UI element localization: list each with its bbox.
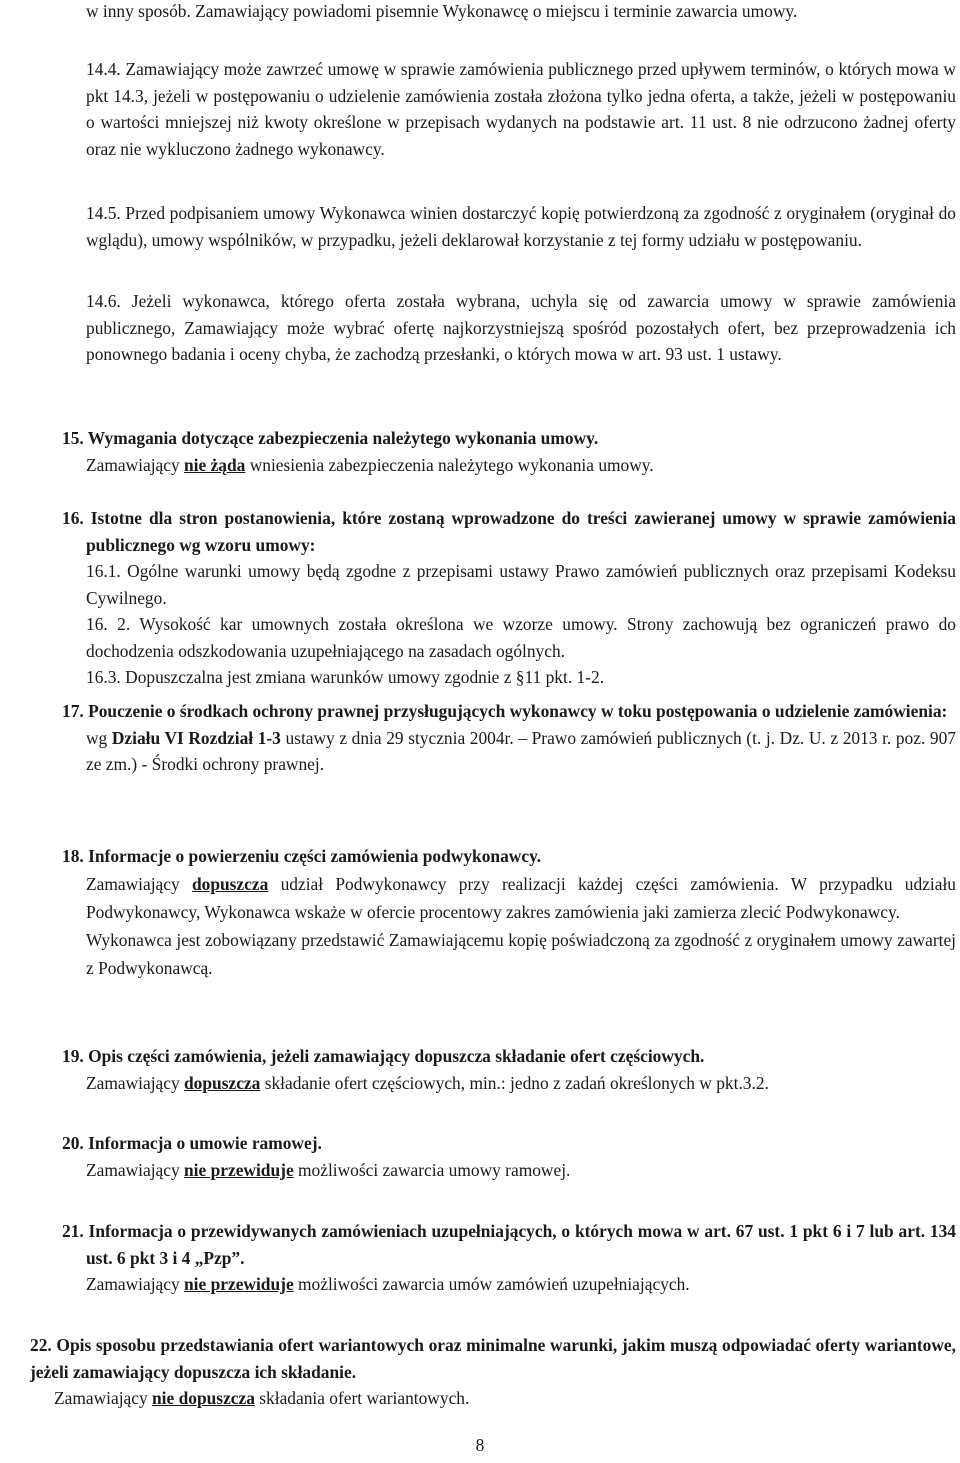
section-22-heading: 22. Opis sposobu przedstawiania ofert wariantowych oraz minimalne warunki, jakim muszą odpowiadać oferty wariantowe, jeżeli zamawiający dopuszcza ich składanie. [30, 1335, 956, 1382]
section-22 [30, 1332, 956, 1412]
section-18-body-1: Zamawiający dopuszcza udział Podwykonawcy przy realizacji każdej części zamówienia. W przypadku udziału Podwykonawcy, Wykonawca wskaże w ofercie procentowy zakres zamówienia jaki zamierza zlecić Podwykonawcy. [86, 873, 956, 922]
section-20-heading: 20. Informacja o umowie ramowej. [62, 1133, 322, 1153]
section-18-heading: 18. Informacje o powierzeniu części zamówienia podwykonawcy. [62, 846, 542, 866]
emphasis-dzial-vi: Działu VI Rozdział 1-3 [111, 727, 281, 748]
section-20-body: Zamawiający nie przewiduje możliwości zawarcia umowy ramowej. [86, 1159, 571, 1180]
section-19-body: Zamawiający dopuszcza składanie ofert częściowych, min.: jedno z zadań określonych w pkt.3.2. [86, 1072, 769, 1093]
paragraph-14-4 [86, 56, 956, 162]
emphasis-dopuszcza: dopuszcza [191, 873, 269, 894]
section-15-body: Zamawiający nie żąda wniesienia zabezpieczenia należytego wykonania umowy. [86, 454, 654, 475]
section-17 [62, 698, 956, 778]
paragraph-16-2: 16. 2. Wysokość kar umownych została określona we wzorze umowy. Strony zachowują bez ograniczeń prawo do dochodzenia odszkodowania uzupełniającego na zasadach ogólnych. [86, 614, 956, 661]
section-18-body-2: Wykonawca jest zobowiązany przedstawić Zamawiającemu kopię poświadczoną za zgodność z oryginałem umowy zawartej z Podwykonawcą. [86, 929, 956, 978]
text-span: 14.4. Zamawiający może zawrzeć umowę w sprawie zamówienia publicznego przed upływem terminów, o których mowa w pkt 14.3, jeżeli w postępowaniu o udzielenie zamówienia została złożona tylko jedna oferta, a także, jeżeli w postępowaniu o wartości mniejszej niż kwoty określone w przepisach wydanych na podstawie art. 11 ust. 8 nie odrzucono żadnej oferty oraz nie wykluczono żadnego wykonawcy. [86, 59, 956, 159]
emphasis-dopuszcza: dopuszcza [184, 1072, 261, 1093]
emphasis-nie-zada: nie żąda [184, 454, 246, 475]
page-number: 8 [475, 1435, 485, 1455]
emphasis-nie-dopuszcza: nie dopuszcza [152, 1388, 255, 1408]
section-17-body: wg Działu VI Rozdział 1-3 ustawy z dnia 29 stycznia 2004r. – Prawo zamówień publicznych (t. j. Dz. U. z 2013 r. poz. 907 ze zm.) - Środki ochrony prawnej. [86, 727, 956, 774]
paragraph-14-6 [86, 288, 956, 368]
paragraph-16-1: 16.1. Ogólne warunki umowy będą zgodne z przepisami ustawy Prawo zamówień publicznych oraz przepisami Kodeksu Cywilnego. [86, 561, 956, 608]
section-17-heading: 17. Pouczenie o środkach ochrony prawnej przysługujących wykonawcy w toku postępowania o udzielenie zamówienia: [62, 701, 948, 721]
section-15 [62, 425, 956, 478]
section-21 [62, 1218, 956, 1298]
emphasis-nie-przewiduje: nie przewiduje [184, 1159, 294, 1180]
text-span: w inny sposób. Zamawiający powiadomi pisemnie Wykonawcę o miejscu i terminie zawarcia umowy. [86, 1, 798, 21]
text-span: 14.6. Jeżeli wykonawca, którego oferta została wybrana, uchyla się od zawarcia umowy w sprawie zamówienia publicznego, Zamawiający może wybrać ofertę najkorzystniejszą spośród pozostałych ofert, bez przeprowadzenia ich ponownego badania i oceny chyba, że zachodzą przesłanki, o których mowa w art. 93 ust. 1 ustawy. [86, 291, 956, 364]
section-15-heading: 15. Wymagania dotyczące zabezpieczenia należytego wykonania umowy. [62, 428, 599, 448]
section-19-heading: 19. Opis części zamówienia, jeżeli zamawiający dopuszcza składanie ofert częściowych. [62, 1046, 705, 1066]
section-18 [62, 843, 956, 982]
section-22-body: Zamawiający nie dopuszcza składania ofert wariantowych. [54, 1388, 470, 1408]
paragraph-14-5 [86, 200, 956, 253]
section-16 [62, 505, 956, 691]
emphasis-nie-przewiduje: nie przewiduje [184, 1274, 294, 1294]
section-16-heading: 16. Istotne dla stron postanowienia, które zostaną wprowadzone do treści zawieranej umowy w sprawie zamówienia publicznego wg wzoru umowy: [62, 508, 956, 555]
paragraph-14-3-continuation [86, 0, 956, 25]
section-20 [62, 1130, 956, 1183]
paragraph-16-3: 16.3. Dopuszczalna jest zmiana warunków umowy zgodnie z §11 pkt. 1-2. [86, 667, 605, 687]
text-span: 14.5. Przed podpisaniem umowy Wykonawca winien dostarczyć kopię potwierdzoną za zgodność z oryginałem (oryginał do wglądu), umowy wspólników, w przypadku, jeżeli deklarował korzystanie z tej formy udziału w postępowaniu. [86, 203, 956, 250]
section-21-body: Zamawiający nie przewiduje możliwości zawarcia umów zamówień uzupełniających. [86, 1274, 690, 1294]
section-19 [62, 1043, 956, 1096]
section-21-heading: 21. Informacja o przewidywanych zamówieniach uzupełniających, o których mowa w art. 67 ust. 1 pkt 6 i 7 lub art. 134 ust. 6 pkt 3 i 4 „Pzp”. [62, 1221, 956, 1268]
